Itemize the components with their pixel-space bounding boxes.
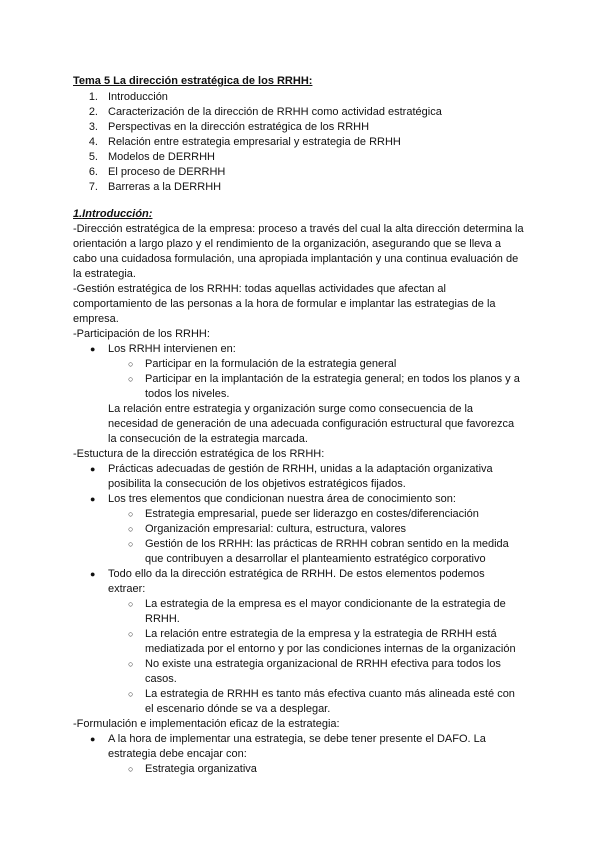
bullet-circle: ○ [128, 359, 134, 369]
text-line: necesidad de generación de una adecuada configuración estructural que favorezca [108, 418, 515, 430]
text-line: Participar en la formulación de la estrategia general [145, 358, 397, 370]
text-line: posibilita la consecución de los objetivos estratégicos fijados. [108, 478, 406, 490]
text-line: mediatizada por el entorno y por las condiciones internas de la organización [145, 643, 516, 655]
text-line: La estrategia de RRHH es tanto más efectiva cuanto más alineada esté con [145, 688, 515, 700]
toc-item: Barreras a la DERRHH [108, 181, 222, 193]
text-line: empresa. [73, 313, 119, 325]
toc-number: 1. [88, 91, 98, 103]
text-line: que contribuyen a desarrollar el planteamiento estratégico corporativo [145, 553, 486, 565]
toc-number: 7. [88, 181, 98, 193]
bullet-circle: ○ [128, 629, 134, 639]
text-line: -Participación de los RRHH: [73, 328, 210, 340]
text-line: Gestión de los RRHH: las prácticas de RRHH cobran sentido en la medida [145, 538, 509, 550]
text-line: La estrategia de la empresa es el mayor condicionante de la estrategia de [145, 598, 506, 610]
text-line: Estrategia empresarial, puede ser liderazgo en costes/diferenciación [145, 508, 479, 520]
bullet-circle: ○ [128, 509, 134, 519]
toc-number: 2. [88, 106, 98, 118]
bullet-circle: ○ [128, 659, 134, 669]
text-line: cabo una cuidadosa formulación, una apropiada implantación y una continua evaluación de [73, 253, 519, 265]
bullet-disc: ● [90, 344, 96, 354]
document-title: Tema 5 La dirección estratégica de los RRHH: [73, 75, 313, 87]
text-line: -Formulación e implementación eficaz de la estrategia: [73, 718, 340, 730]
bullet-circle: ○ [128, 524, 134, 534]
toc-number: 5. [88, 151, 98, 163]
toc-item: El proceso de DERRHH [108, 166, 226, 178]
text-line: extraer: [108, 583, 146, 595]
text-line: Todo ello da la dirección estratégica de RRHH. De estos elementos podemos [108, 568, 485, 580]
bullet-circle: ○ [128, 539, 134, 549]
toc-item: Introducción [108, 91, 168, 103]
bullet-disc: ● [90, 464, 96, 474]
text-line: Prácticas adecuadas de gestión de RRHH, unidas a la adaptación organizativa [108, 463, 493, 475]
toc-number: 6. [88, 166, 98, 178]
toc-item: Caracterización de la dirección de RRHH como actividad estratégica [108, 106, 442, 118]
text-line: -Dirección estratégica de la empresa: proceso a través del cual la alta dirección determina la [73, 223, 524, 235]
bullet-circle: ○ [128, 689, 134, 699]
text-line: RRHH. [145, 613, 180, 625]
section-heading: 1.Introducción: [73, 208, 153, 220]
text-line: Los RRHH intervienen en: [108, 343, 236, 355]
text-line: el escenario dónde se va a desplegar. [145, 703, 331, 715]
bullet-disc: ● [90, 494, 96, 504]
text-line: No existe una estrategia organizacional de RRHH efectiva para todos los [145, 658, 501, 670]
text-line: A la hora de implementar una estrategia, se debe tener presente el DAFO. La [108, 733, 486, 745]
text-line: Los tres elementos que condicionan nuestra área de conocimiento son: [108, 493, 456, 505]
text-line: la estrategia. [73, 268, 136, 280]
text-line: La relación entre estrategia de la empresa y la estrategia de RRHH está [145, 628, 497, 640]
text-line: la consecución de la estrategia marcada. [108, 433, 308, 445]
bullet-circle: ○ [128, 599, 134, 609]
text-line: estrategia debe encajar con: [108, 748, 247, 760]
text-line: orientación a largo plazo y el rendimiento de la organización, asegurando que se lleva a [73, 238, 502, 250]
text-line: La relación entre estrategia y organización surge como consecuencia de la [108, 403, 474, 415]
text-line: Estrategia organizativa [145, 763, 257, 775]
toc-item: Modelos de DERRHH [108, 151, 215, 163]
bullet-circle: ○ [128, 374, 134, 384]
text-line: casos. [145, 673, 177, 685]
toc-item: Perspectivas en la dirección estratégica de los RRHH [108, 121, 370, 133]
text-line: todos los niveles. [145, 388, 230, 400]
text-line: Organización empresarial: cultura, estructura, valores [145, 523, 407, 535]
toc-number: 4. [88, 136, 98, 148]
bullet-circle: ○ [128, 764, 134, 774]
text-line: -Estuctura de la dirección estratégica de los RRHH: [73, 448, 325, 460]
text-line: comportamiento de las personas a la hora de formular e implantar las estrategias de la [73, 298, 496, 310]
text-line: -Gestión estratégica de los RRHH: todas aquellas actividades que afectan al [73, 283, 446, 295]
toc-number: 3. [88, 121, 98, 133]
bullet-disc: ● [90, 734, 96, 744]
toc-item: Relación entre estrategia empresarial y estrategia de RRHH [108, 136, 401, 148]
text-line: Participar en la implantación de la estrategia general; en todos los planos y a [145, 373, 520, 385]
bullet-disc: ● [90, 569, 96, 579]
